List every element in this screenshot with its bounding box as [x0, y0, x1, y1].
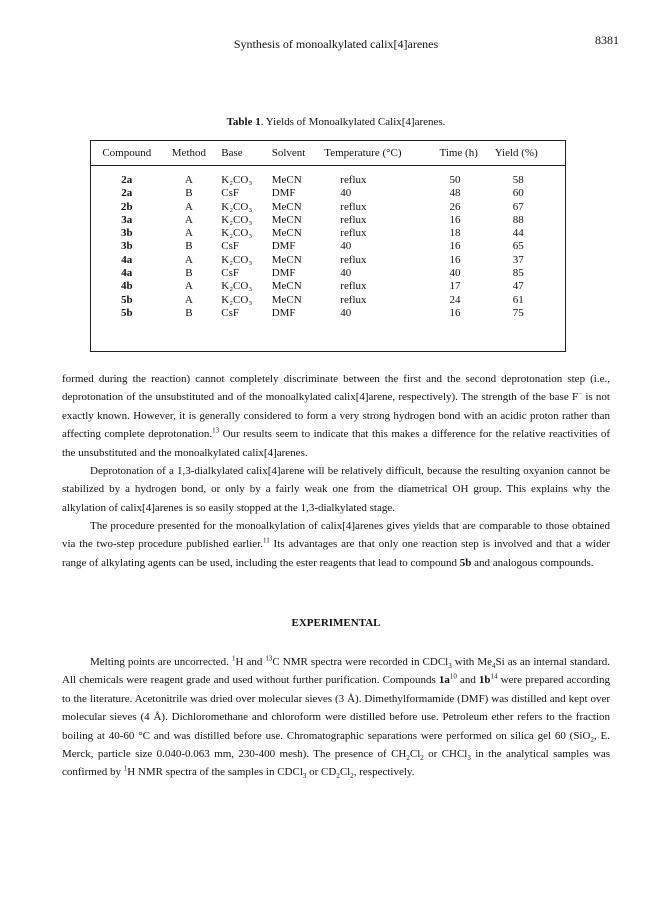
p4-a: Melting points are uncorrected.	[90, 656, 232, 668]
cell-yield: 58	[512, 174, 524, 186]
cell-solvent: DMF	[271, 306, 296, 319]
p4-sub2e: 2	[350, 772, 354, 781]
cell-compound: 2a	[121, 187, 133, 200]
cell-time: 16	[449, 306, 461, 319]
cell-solvent: MeCN	[271, 200, 302, 213]
p1-text-b: is not exactly known. However, it is generally considered to form a very strong hydrogen bond with an acidic proton rather than affecting complete deprotonation.	[62, 391, 610, 441]
table-row	[91, 187, 565, 200]
table-row	[91, 214, 565, 227]
cell-temperature: reflux	[340, 253, 367, 266]
p1-fluoride-charge: −	[578, 389, 583, 398]
cell-base: K₂CO₃	[221, 227, 253, 240]
cell-method: A	[184, 213, 193, 226]
header-temperature: Temperature (°C)	[324, 141, 439, 166]
cell-time: 24	[449, 293, 461, 306]
cell-base: K₂CO₃	[221, 174, 253, 186]
p3-ref-11: 11	[262, 536, 270, 545]
cell-temperature: 40	[340, 306, 352, 319]
p4-j: or CHCl	[423, 748, 468, 761]
cell-temperature: 40	[340, 187, 352, 200]
p4-compound-1a: 1a	[438, 674, 450, 687]
cell-time: 18	[449, 227, 461, 240]
cell-solvent: MeCN	[271, 293, 302, 306]
p4-g: were prepared according to the literature. Acetonitrile was dried over molecular sieves (3 Å). Dimethylformamide (DMF) was distilled and kept over molecular sieves (4 Å). Dichloromethane and chloroform were distilled before use. Petroleum ether refers to the fraction boiling at 40-60 °C and was distilled before use. Chromatographic separations were performed on silica gel 60 (SiO	[62, 674, 610, 742]
cell-method: A	[184, 293, 193, 306]
p4-n: Cl	[339, 766, 351, 779]
cell-solvent: DMF	[271, 187, 296, 200]
p4-e: Si as an internal standard. All chemicals were reagent grade and used without further purification. Compounds	[62, 656, 610, 687]
p4-ref14: 14	[490, 672, 498, 681]
header-base: Base	[215, 141, 271, 166]
table-row	[91, 227, 565, 240]
cell-base: K₂CO₃	[221, 293, 253, 306]
cell-temperature: reflux	[340, 213, 367, 226]
cell-method: A	[184, 200, 193, 213]
cell-yield: 47	[512, 280, 524, 293]
cell-compound: 3a	[121, 213, 133, 226]
p4-d: with Me	[451, 656, 493, 668]
p4-sub2b: 2	[406, 754, 410, 763]
cell-yield: 65	[512, 240, 524, 253]
cell-time: 26	[449, 200, 461, 213]
cell-temperature: reflux	[340, 280, 367, 293]
p4-sub4: 4	[492, 662, 496, 671]
p1-ref-13: 13	[212, 426, 220, 435]
cell-solvent: MeCN	[271, 280, 302, 293]
cell-compound: 4b	[120, 280, 133, 293]
yields-table	[90, 140, 566, 352]
cell-yield: 67	[512, 200, 524, 213]
p4-h: , E. Merck, particle size 0.040-0.063 mm, 230-400 mesh). The presence of CH	[62, 729, 610, 761]
cell-yield: 88	[512, 213, 524, 226]
table-caption-label: Table 1	[226, 116, 261, 128]
cell-solvent: MeCN	[271, 253, 302, 266]
table-row	[91, 294, 565, 307]
cell-compound: 4a	[121, 267, 133, 280]
table-row	[91, 254, 565, 267]
header-solvent: Solvent	[272, 141, 325, 166]
cell-yield: 44	[512, 227, 524, 240]
cell-method: B	[185, 306, 193, 319]
cell-base: K₂CO₃	[221, 253, 253, 266]
p4-k: in the analytical samples was confirmed by	[62, 748, 610, 779]
paragraph-3	[62, 517, 610, 572]
cell-compound: 2b	[120, 200, 133, 213]
cell-temperature: reflux	[340, 227, 367, 240]
p4-sub2a: 2	[590, 735, 594, 744]
p4-i: Cl	[409, 748, 421, 761]
cell-temperature: 40	[340, 267, 352, 280]
cell-temperature: reflux	[340, 200, 367, 213]
p4-sup1b: 1	[123, 764, 128, 773]
paragraph-4	[62, 653, 610, 782]
cell-yield: 75	[512, 306, 524, 319]
table-row	[91, 267, 565, 280]
p3-text-a: The procedure presented for the monoalkylation of calix[4]arenes gives yields that are comparable to those obtained via the two-step procedure published earlier.	[62, 520, 610, 551]
cell-time: 40	[449, 267, 461, 280]
header-yield: Yield (%)	[495, 141, 565, 166]
p4-sub2c: 2	[420, 754, 424, 763]
cell-temperature: 40	[340, 240, 352, 253]
cell-base: CsF	[221, 187, 240, 200]
p4-sub2d: 2	[336, 772, 340, 781]
cell-base: CsF	[221, 267, 240, 280]
p3-text-c: and analogous compounds.	[471, 556, 594, 569]
cell-time: 16	[449, 213, 461, 226]
p4-ref10: 10	[449, 672, 457, 681]
paragraph-1	[62, 370, 610, 462]
paragraph-2	[62, 462, 610, 517]
cell-base: CsF	[221, 240, 240, 253]
cell-time: 17	[449, 280, 461, 293]
cell-yield: 61	[512, 293, 524, 306]
cell-time: 16	[449, 240, 461, 253]
p4-m: or CD	[306, 766, 337, 779]
table-header-row	[91, 141, 565, 166]
p4-o: , respectively.	[353, 766, 415, 779]
cell-base: CsF	[221, 306, 240, 319]
cell-time: 16	[449, 253, 461, 266]
p4-sub3c: 3	[302, 772, 307, 781]
p4-b: H and	[235, 656, 266, 668]
table-body	[91, 166, 565, 321]
p4-compound-1b: 1b	[478, 674, 491, 687]
p4-sub3b: 3	[467, 754, 471, 763]
p3-compound: 5b	[459, 556, 472, 569]
cell-method: B	[185, 240, 193, 253]
p3-text-b: Its advantages are that only one reaction step is involved and that a wider range of alkylating agents can be used, including the ester reagents that lead to compound	[62, 538, 610, 569]
cell-temperature: reflux	[340, 174, 367, 186]
p2-text: Deprotonation of a 1,3-dialkylated calix[4]arene will be relatively difficult, because the resulting oxyanion cannot be stabilized by a hydrogen bond, or only by a fairly weak one from the diametrical OH group. This explains why the alkylation of calix[4]arenes is so easily stopped at the 1,3-dialkylated stage.	[62, 465, 610, 514]
running-header: Synthesis of monoalkylated calix[4]arenes	[233, 37, 439, 51]
table-caption	[0, 116, 672, 128]
cell-compound: 3b	[120, 227, 133, 240]
table-row	[91, 166, 565, 188]
cell-time: 50	[449, 174, 461, 186]
section-heading: EXPERIMENTAL	[291, 617, 381, 629]
p1-text-a: formed during the reaction) cannot completely discriminate between the first and the second deprotonation step (i.e., deprotonation of the unsubstituted and of the monoalkylated calix[4]arene, respectively). The strength of the base F	[62, 373, 610, 404]
cell-method: B	[185, 187, 193, 200]
table-row	[91, 280, 565, 293]
header-time: Time (h)	[439, 141, 494, 166]
cell-method: B	[185, 267, 193, 280]
cell-solvent: MeCN	[271, 213, 302, 226]
cell-compound: 5b	[120, 293, 133, 306]
cell-base: K₂CO₃	[221, 213, 253, 226]
cell-solvent: MeCN	[271, 227, 302, 240]
p1-text-c: Our results seem to indicate that this makes a difference for the relative reactivities of the unsubstituted and the monoalkylated calix[4]arenes.	[62, 428, 610, 459]
cell-compound: 3b	[120, 240, 133, 253]
p4-sub3a: 3	[448, 662, 452, 671]
p4-l: H NMR spectra of the samples in CDCl	[127, 766, 303, 779]
cell-solvent: DMF	[271, 267, 296, 280]
cell-compound: 5b	[120, 306, 133, 319]
table-row	[91, 201, 565, 214]
p4-c: C NMR spectra were recorded in CDCl	[272, 656, 449, 668]
cell-method: A	[184, 280, 193, 293]
cell-compound: 4a	[121, 253, 133, 266]
cell-compound: 2a	[121, 174, 133, 186]
cell-method: A	[184, 174, 193, 186]
table-row	[91, 240, 565, 253]
page-number: 8381	[595, 33, 619, 47]
cell-method: A	[184, 227, 193, 240]
cell-base: K₂CO₃	[221, 200, 253, 213]
cell-yield: 37	[512, 253, 524, 266]
cell-solvent: DMF	[271, 240, 296, 253]
p4-sup13: 13	[265, 654, 273, 663]
cell-time: 48	[449, 187, 461, 200]
table-row	[91, 307, 565, 320]
cell-base: K₂CO₃	[221, 280, 253, 293]
cell-yield: 60	[512, 187, 524, 200]
cell-solvent: MeCN	[271, 174, 302, 186]
p4-f: and	[456, 674, 479, 687]
header-compound: Compound	[91, 141, 163, 166]
cell-temperature: reflux	[340, 293, 367, 306]
cell-yield: 85	[512, 267, 524, 280]
cell-method: A	[184, 253, 193, 266]
p4-sup1: 1	[231, 654, 236, 663]
table-caption-text: . Yields of Monoalkylated Calix[4]arenes.	[260, 116, 446, 128]
header-method: Method	[163, 141, 216, 166]
